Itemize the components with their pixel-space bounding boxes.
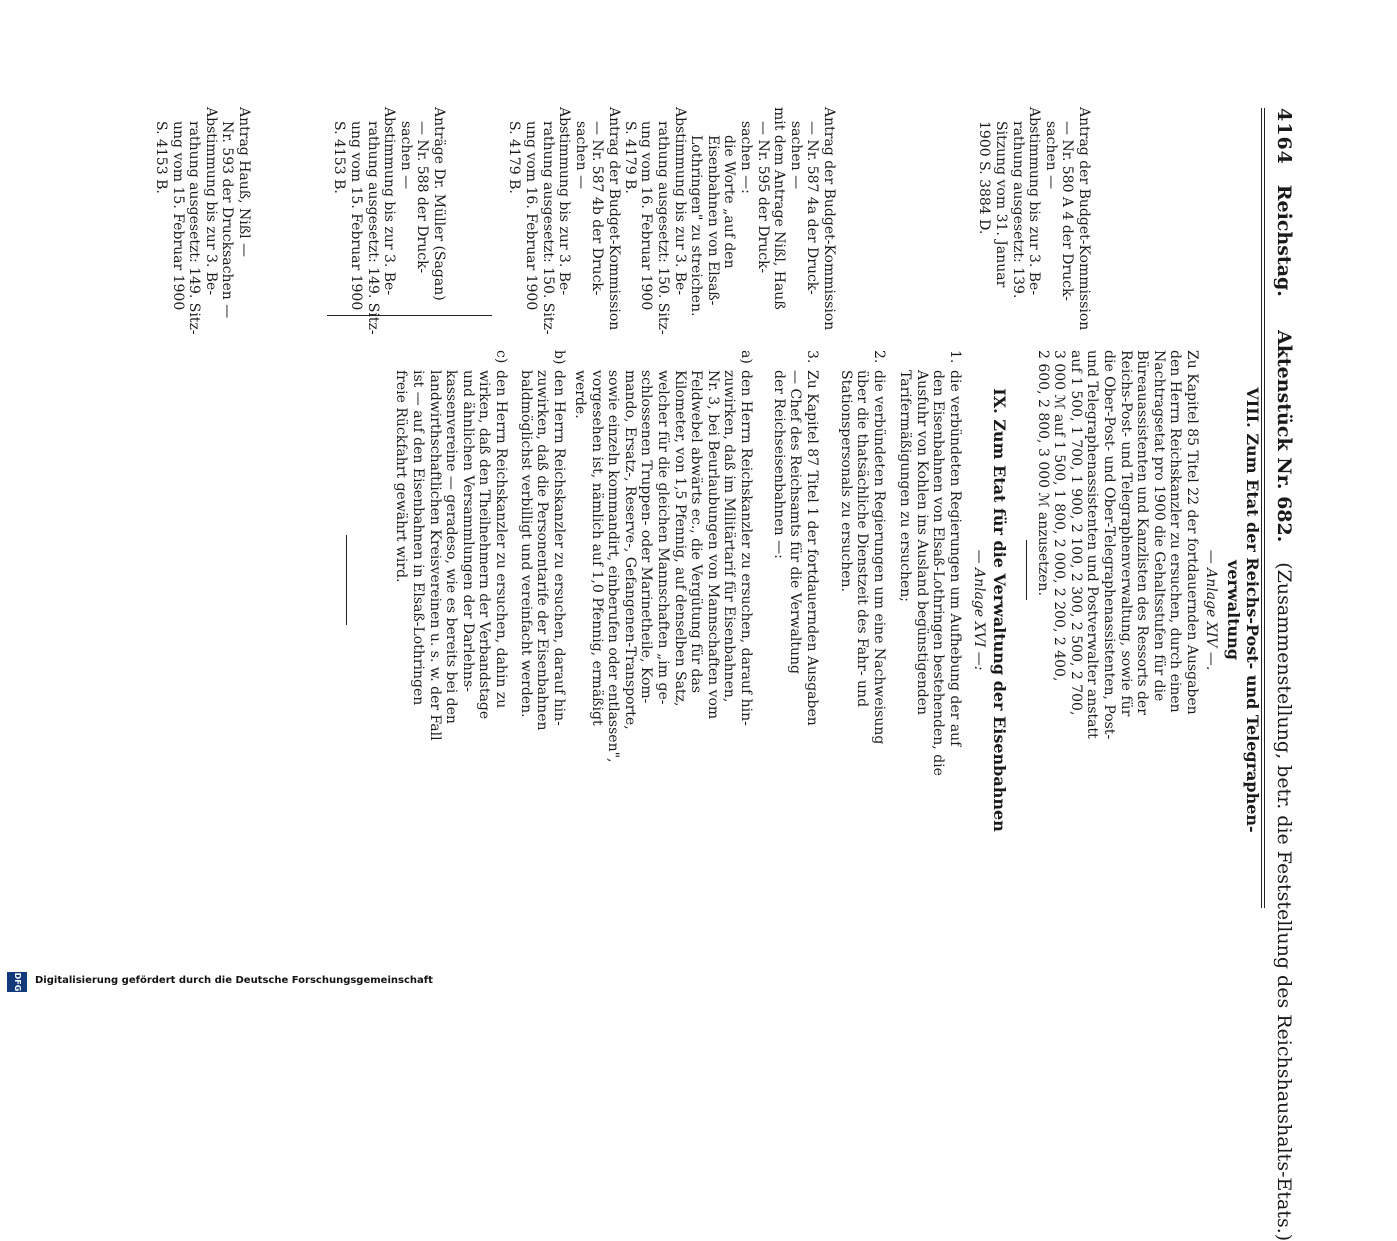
ix-item-1: 1. die verbündeten Regierungen um Aufhebung der auf den Eisenbahnen von Elsaß-Lothringen bestehenden, die Ausfuhr von Kohlen ins Ausland begünstigenden Tarifermäßigungen zu ersuchen; — [897, 350, 963, 776]
section-ix-sub: — Anlage XVI —: — [971, 549, 987, 671]
header-doc: Aktenstück Nr. 682. — [1273, 330, 1295, 543]
bracket-line — [327, 315, 492, 316]
section-ix-title: IX. Zum Etat für die Verwaltung der Eisenbahnen — [990, 388, 1009, 832]
footer-credit: Digitalisierung gefördert durch die Deutsche Forschungsgemeinschaft — [35, 975, 433, 986]
ix-item-2: 2. die verbündeten Regierungen um eine Nachweisung über die thatsächliche Dienstzeit des Fahr- und Stationspersonals zu ersuchen. — [837, 350, 887, 745]
left-entry-4: Anträge Dr. Müller (Sagan) — Nr. 588 der Druck- sachen — Abstimmung bis zur 3. Be- rathung ausgesetzt: 149. Sitz- ung vom 15. Februar 1900 S. 4153 B. — [331, 107, 447, 335]
page-number: 4164 — [1273, 108, 1295, 165]
section-divider — [1026, 540, 1027, 600]
running-header — [1273, 108, 1295, 1241]
header-subject: (Zusammenstellung, betr. die Feststellung des Reichshaushalts-Etats.) — [1273, 562, 1295, 1241]
ix-subitem-a: a) den Herrn Reichskanzler zu ersuchen, darauf hin- zuwirken, daß im Militärtarif für Eisenbahnen, Nr. 3, bei Beurlaubungen von Mannschaften vom Feldwebel abwärts ec., die Vergütung für das Kilometer, von 1,5 Pfennig, auf denselben Satz, welcher für die gleichen Mannschaften „im ge- schlossenen Truppen- oder Marinetheile, Kom- mando, Ersatz-, Reserve-, Gefangenen-Transporte, sowie einzeln kommandirt, einberufen oder entlassen", vorgesehen ist, nämlich auf 1,0 Pfennig, ermäßigt werde. — [572, 350, 754, 763]
left-entry-5: Antrag Hauß, Nißl — Nr. 593 der Drucksachen — Abstimmung bis zur 3. Be- rathung ausgesetzt: 149. Sitz- ung vom 15. Februar 1900 S. 4153 B. — [153, 107, 252, 335]
ix-subitem-b: b) den Herrn Reichskanzler zu ersuchen, darauf hin- zuwirken, daß die Personentarife der Eisenbahnen baldmöglichst verbilligt und vereinfacht werden. — [517, 350, 567, 731]
end-rule — [346, 535, 347, 625]
header-rule — [1264, 108, 1265, 908]
header-source: Reichstag. — [1273, 184, 1295, 297]
section-viii-text: Zu Kapitel 85 Titel 22 der fortdauernden Ausgaben den Herrn Reichskanzler zu ersuchen, durch einen Nachtragsetat pro 1900 die Gehaltsstufen für die Büreauassistenten und Kanzlisten des Ressorts der Reichs-Post- und Telegraphenverwaltung, sowie für die Ober-Post- und Ober-Telegraphenassistenten, Post- und Telegraphenassistenten und Postverwalter anstatt auf 1 500, 1 700, 1 900, 2 100, 2 300, 2 500, 2 700, 3 000 ℳ auf 1 500, 1 800, 2 000, 2 200, 2 400, 2 600, 2 800, 3 000 ℳ anzusetzen. — [1034, 350, 1200, 740]
left-entry-1: Antrag der Budget-Kommission — Nr. 580 A 4 der Druck- sachen — Abstimmung bis zur 3. Be- rathung ausgesetzt: 139. Sitzung vom 31. Januar 1900 S. 3884 D. — [976, 107, 1092, 331]
section-viii-title: VIII. Zum Etat der Reichs-Post- und Telegraphen- verwaltung — [1224, 387, 1262, 833]
left-entry-2: Antrag der Budget-Kommission — Nr. 587 4a der Druck- sachen — mit dem Antrage Nißl, Hauß — Nr. 595 der Druck- sachen —: die Worte „auf den Eisenbahnen von Elsaß- Lothringen" zu streichen. Abstimmung bis zur 3. Be- rathung ausgesetzt: 150. Sitz- ung vom 16. Februar 1900 S. 4179 B. — [621, 107, 837, 335]
dfg-logo: DFG — [7, 972, 27, 992]
section-viii-sub: — Anlage XIV —. — [1203, 549, 1219, 671]
left-entry-3: Antrag der Budget-Kommission — Nr. 587 4b der Druck- sachen — Abstimmung bis zur 3. Be- rathung ausgesetzt: 150. Sitz- ung vom 16. Februar 1900 S. 4179 B. — [506, 107, 622, 335]
ix-subitem-c: c) den Herrn Reichskanzler zu ersuchen, dahin zu wirken, daß den Theilnehmern der Verbandstage und ähnlichen Versammlungen der Darlehns- kassenvereine — geradeso, wie es bereits bei den landwirthschaftlichen Kreisvereinen u. s. w. der Fall ist — auf den Eisenbahnen in Elsaß-Lothringen freie Rückfahrt gewährt wird. — [393, 350, 509, 741]
ix-item-3: 3. Zu Kapitel 87 Titel 1 der fortdauernden Ausgaben — Chef des Reichsamts für die Verwaltung der Reichseisenbahnen —: — [770, 350, 820, 726]
